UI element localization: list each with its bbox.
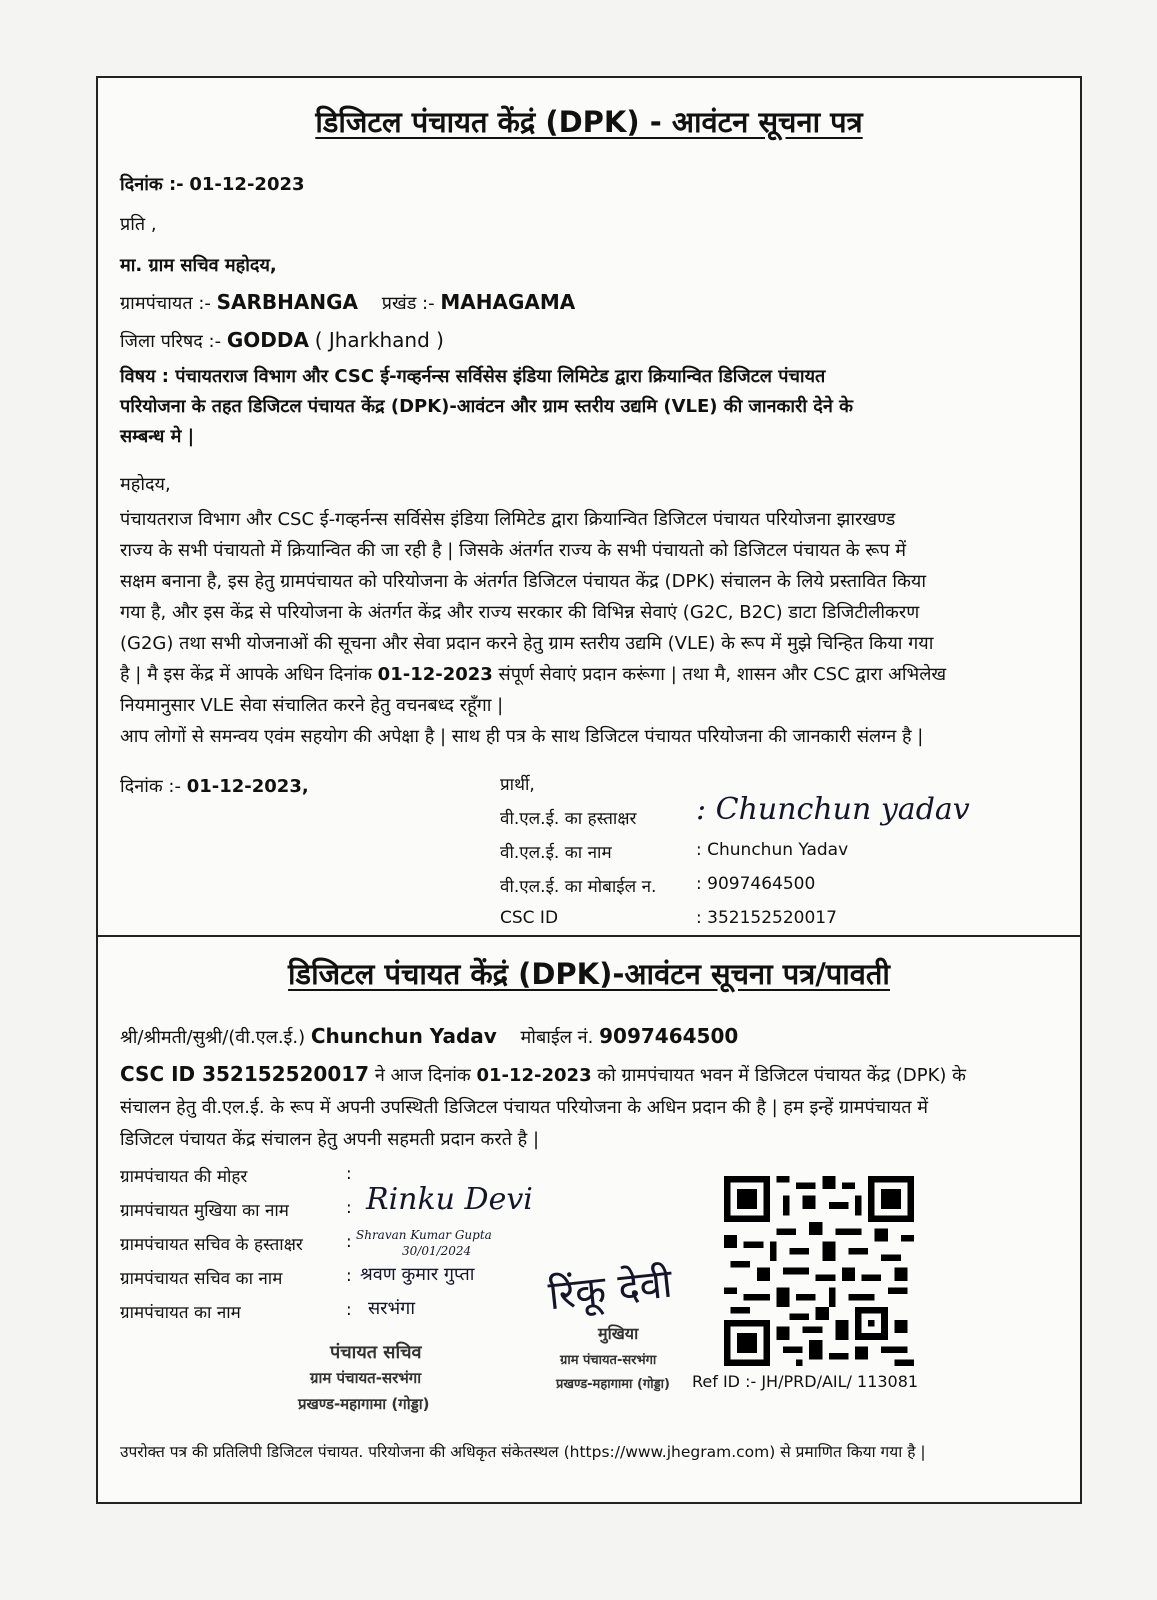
mukhiya-name-label: ग्रामपंचायत मुखिया का नाम — [120, 1201, 289, 1221]
subject — [120, 362, 1064, 452]
subject-line-1: विषय : पंचायतराज विभाग और CSC ई-गव्हर्नन्स सर्विसेस इंडिया लिमिटेड द्वारा क्रियान्वित डिजिटल पंचायत — [120, 366, 826, 387]
district-label: जिला परिषद :- — [120, 331, 222, 352]
sachiv-stamp-line-3: प्रखण्ड-महागामा (गोड्डा) — [298, 1395, 430, 1413]
body-line-2: राज्य के सभी पंचायतो में क्रियान्वित की जा रही है | जिसके अंतर्गत राज्य के सभी पंचायतो को डिजिटल पंचायत के रूप में — [120, 540, 907, 561]
ack-date: 01-12-2023 — [476, 1065, 592, 1086]
ack-line-1-mid: ने आज दिनांक — [374, 1065, 471, 1086]
mukhiya-signature: रिंकू देवी — [546, 1260, 675, 1320]
district-line — [120, 328, 444, 353]
footer-note: उपरोक्त पत्र की प्रतिलिपी डिजिटल पंचायत. परियोजना की अधिकृत संकेतस्थल (https://www.jhegram.com) से प्रमाणित किया गया है | — [120, 1443, 926, 1461]
body-line-8: आप लोगों से समन्वय एवंम सहयोग की अपेक्षा है | साथ ही पत्र के साथ डिजिटल पंचायत परियोजना की जानकारी संलग्न है | — [120, 726, 924, 747]
subject-line-3: सम्बन्ध मे | — [120, 426, 195, 447]
body-line-3: सक्षम बनाना है, इस हेतु ग्रामपंचायत को परियोजना के अंतर्गत डिजिटल पंचायत केंद्र (DPK) संचालन के लिये प्रस्तावित किया — [120, 571, 926, 592]
seal-label: ग्रामपंचायत की मोहर — [120, 1167, 248, 1187]
block-label: प्रखंड :- — [381, 293, 435, 314]
vle-signature: : Chunchun yadav — [696, 792, 970, 827]
sachiv-name-label: ग्रामपंचायत सचिव का नाम — [120, 1269, 283, 1289]
section-divider — [98, 935, 1080, 937]
mukhiya-stamp-line-3: प्रखण्ड-महागामा (गोड्डा) — [556, 1377, 670, 1392]
gp-name-label: ग्रामपंचायत का नाम — [120, 1303, 241, 1323]
mobile-value: 9097464500 — [599, 1024, 739, 1048]
date-value: 01-12-2023 — [189, 174, 305, 195]
date-label: दिनांक :- — [120, 174, 184, 195]
sachiv-stamp-line-1: पंचायत सचिव — [330, 1342, 422, 1363]
receipt-title: डिजिटल पंचायत केंद्रं (DPK)-आवंटन सूचना पत्र/पावती — [288, 957, 890, 991]
gp-label: ग्रामपंचायत :- — [120, 293, 211, 314]
gp-value: SARBHANGA — [216, 290, 358, 314]
vle-name-label: वी.एल.ई. का नाम — [500, 843, 612, 863]
ack-line-1-post: को ग्रामपंचायत भवन में डिजिटल पंचायत केंद्र (DPK) के — [597, 1065, 966, 1086]
vle-mobile-label: वी.एल.ई. का मोबाईल न. — [500, 877, 657, 897]
body-line-5: (G2G) तथा सभी योजनाओं की सूचना और सेवा प्रदान करने हेतु ग्राम स्तरीय उद्यमि (VLE) के रूप में मुझे चिन्हित किया गया — [120, 633, 934, 654]
csc-id-label: CSC ID — [500, 908, 559, 928]
seal-colon: : — [346, 1164, 352, 1184]
ack-csc-id: CSC ID 352152520017 — [120, 1062, 370, 1086]
applicant-label: प्रार्थी, — [500, 775, 535, 795]
person-line — [120, 1024, 738, 1049]
qr-code-icon — [724, 1176, 914, 1366]
gp-name-value: सरभंगा — [368, 1298, 415, 1319]
mobile-label: मोबाईल नं. — [520, 1027, 594, 1048]
sachiv-sign-colon: : — [346, 1232, 352, 1252]
body-line-7: नियमानुसार VLE सेवा संचालित करने हेतु वचनबध्द रहूँगा | — [120, 695, 504, 716]
ack-line-2: संचालन हेतु वी.एल.ई. के रूप में अपनी उपस्थिती डिजिटल पंचायत परियोजना के अधिन प्रदान की है | हम इन्हें ग्रामपंचायत में — [120, 1097, 929, 1118]
acknowledgement — [120, 1058, 1064, 1156]
allotment-letter — [96, 76, 1082, 1504]
gp-block-line — [120, 290, 575, 315]
sign-date-value: 01-12-2023, — [186, 776, 309, 797]
sachiv-signature: Shravan Kumar Gupta — [356, 1228, 492, 1242]
person-prefix: श्री/श्रीमती/सुश्री/(वी.एल.ई.) — [120, 1027, 306, 1048]
block-value: MAHAGAMA — [440, 290, 576, 314]
sachiv-sign-date: 30/01/2024 — [402, 1244, 472, 1258]
to-line: प्रति , — [120, 214, 157, 235]
date-line — [120, 172, 305, 196]
body-line-6 — [120, 659, 1064, 690]
district-value: GODDA — [226, 328, 309, 352]
csc-id-value: : 352152520017 — [696, 908, 837, 928]
body-line-6-post: संपूर्ण सेवाएं प्रदान करूंगा | तथा मै, शासन और CSC द्वारा अभिलेख — [498, 664, 947, 685]
sachiv-name-colon: : — [346, 1266, 352, 1286]
sign-date-label: दिनांक :- — [120, 776, 181, 797]
body-paragraph — [120, 504, 1064, 752]
letter-title: डिजिटल पंचायत केंद्रं (DPK) - आवंटन सूचना पत्र — [315, 105, 863, 139]
mukhiya-stamp-line-2: ग्राम पंचायत-सरभंगा — [560, 1353, 657, 1368]
sign-date-line — [120, 774, 309, 798]
mukhiya-name-value: Rinku Devi — [366, 1182, 533, 1217]
vle-name-value: : Chunchun Yadav — [696, 840, 849, 860]
addressee: मा. ग्राम सचिव महोदय, — [120, 255, 277, 276]
vle-sign-label: वी.एल.ई. का हस्ताक्षर — [500, 809, 637, 829]
person-name: Chunchun Yadav — [310, 1024, 497, 1048]
gp-name-colon: : — [346, 1300, 352, 1320]
sachiv-stamp-line-2: ग्राम पंचायत-सरभंगा — [310, 1369, 422, 1387]
state-value: ( Jharkhand ) — [314, 328, 444, 352]
body-line-4: गया है, और इस केंद्र से परियोजना के अंतर्गत केंद्र और राज्य सरकार की विभिन्न सेवाएं (G2C, B2C) डाटा डिजिटीलीकरण — [120, 602, 920, 623]
body-line-1: पंचायतराज विभाग और CSC ई-गव्हर्नन्स सर्विसेस इंडिया लिमिटेड द्वारा क्रियान्वित डिजिटल पंचायत परियोजना झारखण्ड — [120, 509, 896, 530]
body-line-6-pre: है | मै इस केंद्र में आपके अधिन दिनांक — [120, 664, 372, 685]
ack-line-1 — [120, 1058, 1064, 1092]
mukhiya-stamp-line-1: मुखिया — [598, 1324, 639, 1343]
ref-id: Ref ID :- JH/PRD/AIL/ 113081 — [692, 1372, 919, 1391]
ack-line-3: डिजिटल पंचायत केंद्र संचालन हेतु अपनी सहमती प्रदान करते है | — [120, 1129, 540, 1150]
body-line-6-date: 01-12-2023 — [377, 664, 493, 685]
subject-line-2: परियोजना के तहत डिजिटल पंचायत केंद्र (DPK)-आवंटन और ग्राम स्तरीय उद्यमि (VLE) की जानकारी देने के — [120, 396, 853, 417]
mukhiya-colon: : — [346, 1198, 352, 1218]
salutation: महोदय, — [120, 474, 171, 495]
sachiv-sign-label: ग्रामपंचायत सचिव के हस्ताक्षर — [120, 1235, 303, 1255]
sachiv-name-value: श्रवण कुमार गुप्ता — [360, 1264, 475, 1285]
vle-mobile-value: : 9097464500 — [696, 874, 816, 894]
